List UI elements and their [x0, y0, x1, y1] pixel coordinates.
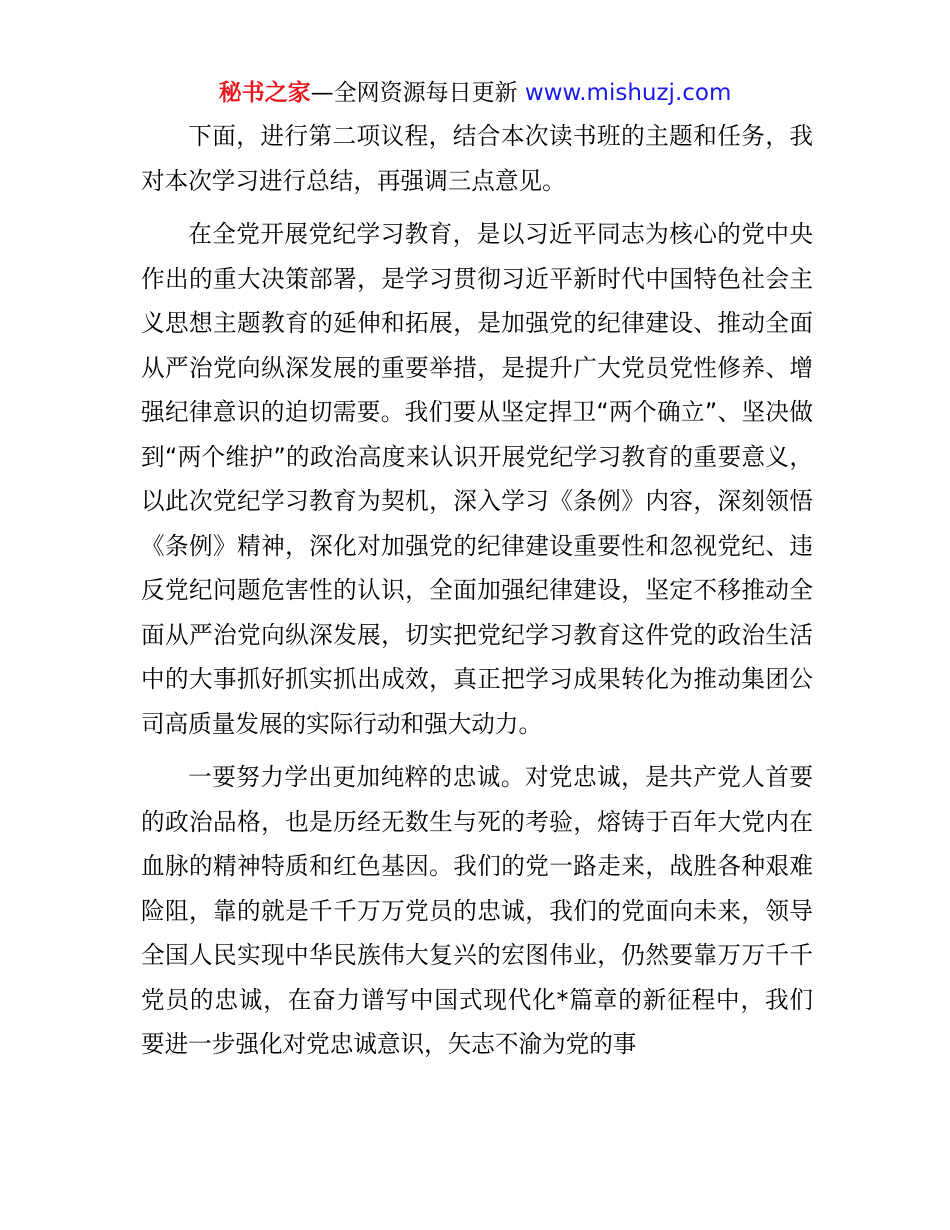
site-tagline: —全网资源每日更新 [310, 80, 525, 106]
site-brand: 秘书之家 [218, 80, 311, 106]
paragraph-loyalty: 一要努力学出更加纯粹的忠诚。对党忠诚，是共产党人首要的政治品格，也是历经无数生与死的考验，熔铸于百年大党内在血脉的精神特质和红色基因。我们的党一路走来，战胜各种艰难险阻，靠的就是千千万万党员的忠诚，我们的党面向未来，领导全国人民实现中华民族伟大复兴的宏图伟业，仍然要靠万万千千党员的忠诚，在奋力谱写中国式现代化*篇章的新征程中，我们要进一步强化对党忠诚意识，矢志不渝为党的事 [141, 763, 813, 1058]
paragraph-significance: 在全党开展党纪学习教育，是以习近平同志为核心的党中央作出的重大决策部署，是学习贯彻习近平新时代中国特色社会主义思想主题教育的延伸和拓展，是加强党的纪律建设、推动全面从严治党向纵深发展的重要举措，是提升广大党员党性修养、增强纪律意识的迫切需要。我们要从坚定捍卫“两个确立”、坚决做到“两个维护”的政治高度来认识开展党纪学习教育的重要意义，以此次党纪学习教育为契机，深入学习《条例》内容，深刻领悟《条例》精神，深化对加强党的纪律建设重要性和忽视党纪、违反党纪问题危害性的认识，全面加强纪律建设，坚定不移推动全面从严治党向纵深发展，切实把党纪学习教育这件党的政治生活中的大事抓好抓实抓出成效，真正把学习成果转化为推动集团公司高质量发展的实际行动和强大动力。 [141, 220, 813, 738]
page-header [0, 76, 950, 110]
document-body [141, 114, 813, 1076]
paragraph-agenda: 下面，进行第二项议程，结合本次读书班的主题和任务，我对本次学习进行总结，再强调三点意见。 [141, 122, 813, 195]
site-url-link[interactable]: www.mishuzj.com [524, 80, 732, 106]
